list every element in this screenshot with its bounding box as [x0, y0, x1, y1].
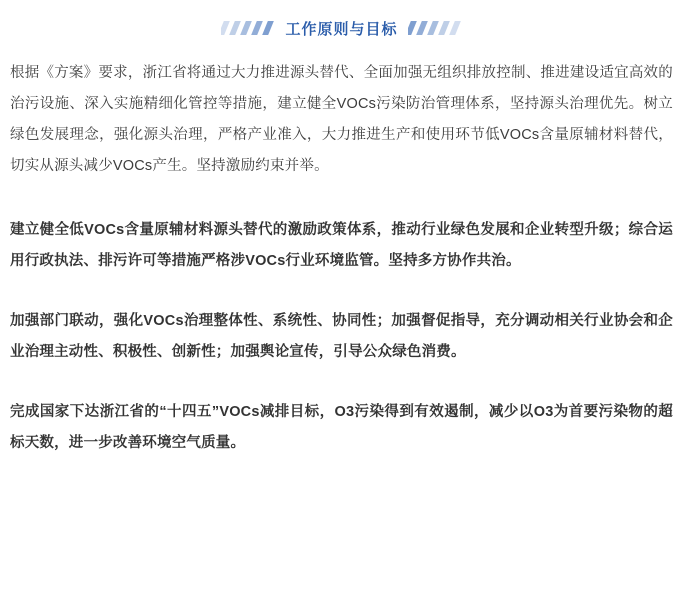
- page-title: 工作原则与目标: [285, 20, 398, 38]
- section-title-bar: [0, 6, 683, 50]
- document-body: [0, 50, 683, 459]
- stripes-left-icon: [221, 21, 275, 35]
- paragraph-1: 根据《方案》要求，浙江省将通过大力推进源头替代、全面加强无组织排放控制、推进建设适宜高效的治污设施、深入实施精细化管控等措施，建立健全VOCs污染防治管理体系，坚持源头治理优先。树立绿色发展理念，强化源头治理，严格产业准入，大力推进生产和使用环节低VOCs含量原辅材料替代，切实从源头减少VOCs产生。坚持激励约束并举。: [10, 65, 673, 174]
- stripes-right-icon: [408, 21, 462, 35]
- paragraph-2: 建立健全低VOCs含量原辅材料源头替代的激励政策体系，推动行业绿色发展和企业转型升级；综合运用行政执法、排污许可等措施严格涉VOCs行业环境监管。坚持多方协作共治。: [10, 222, 673, 269]
- document-page: [0, 6, 683, 595]
- paragraph-4: 完成国家下达浙江省的“十四五”VOCs减排目标，O3污染得到有效遏制，减少以O3为首要污染物的超标天数，进一步改善环境空气质量。: [10, 404, 673, 451]
- paragraph-3: 加强部门联动，强化VOCs治理整体性、系统性、协同性；加强督促指导，充分调动相关行业协会和企业治理主动性、积极性、创新性；加强舆论宣传，引导公众绿色消费。: [10, 313, 673, 360]
